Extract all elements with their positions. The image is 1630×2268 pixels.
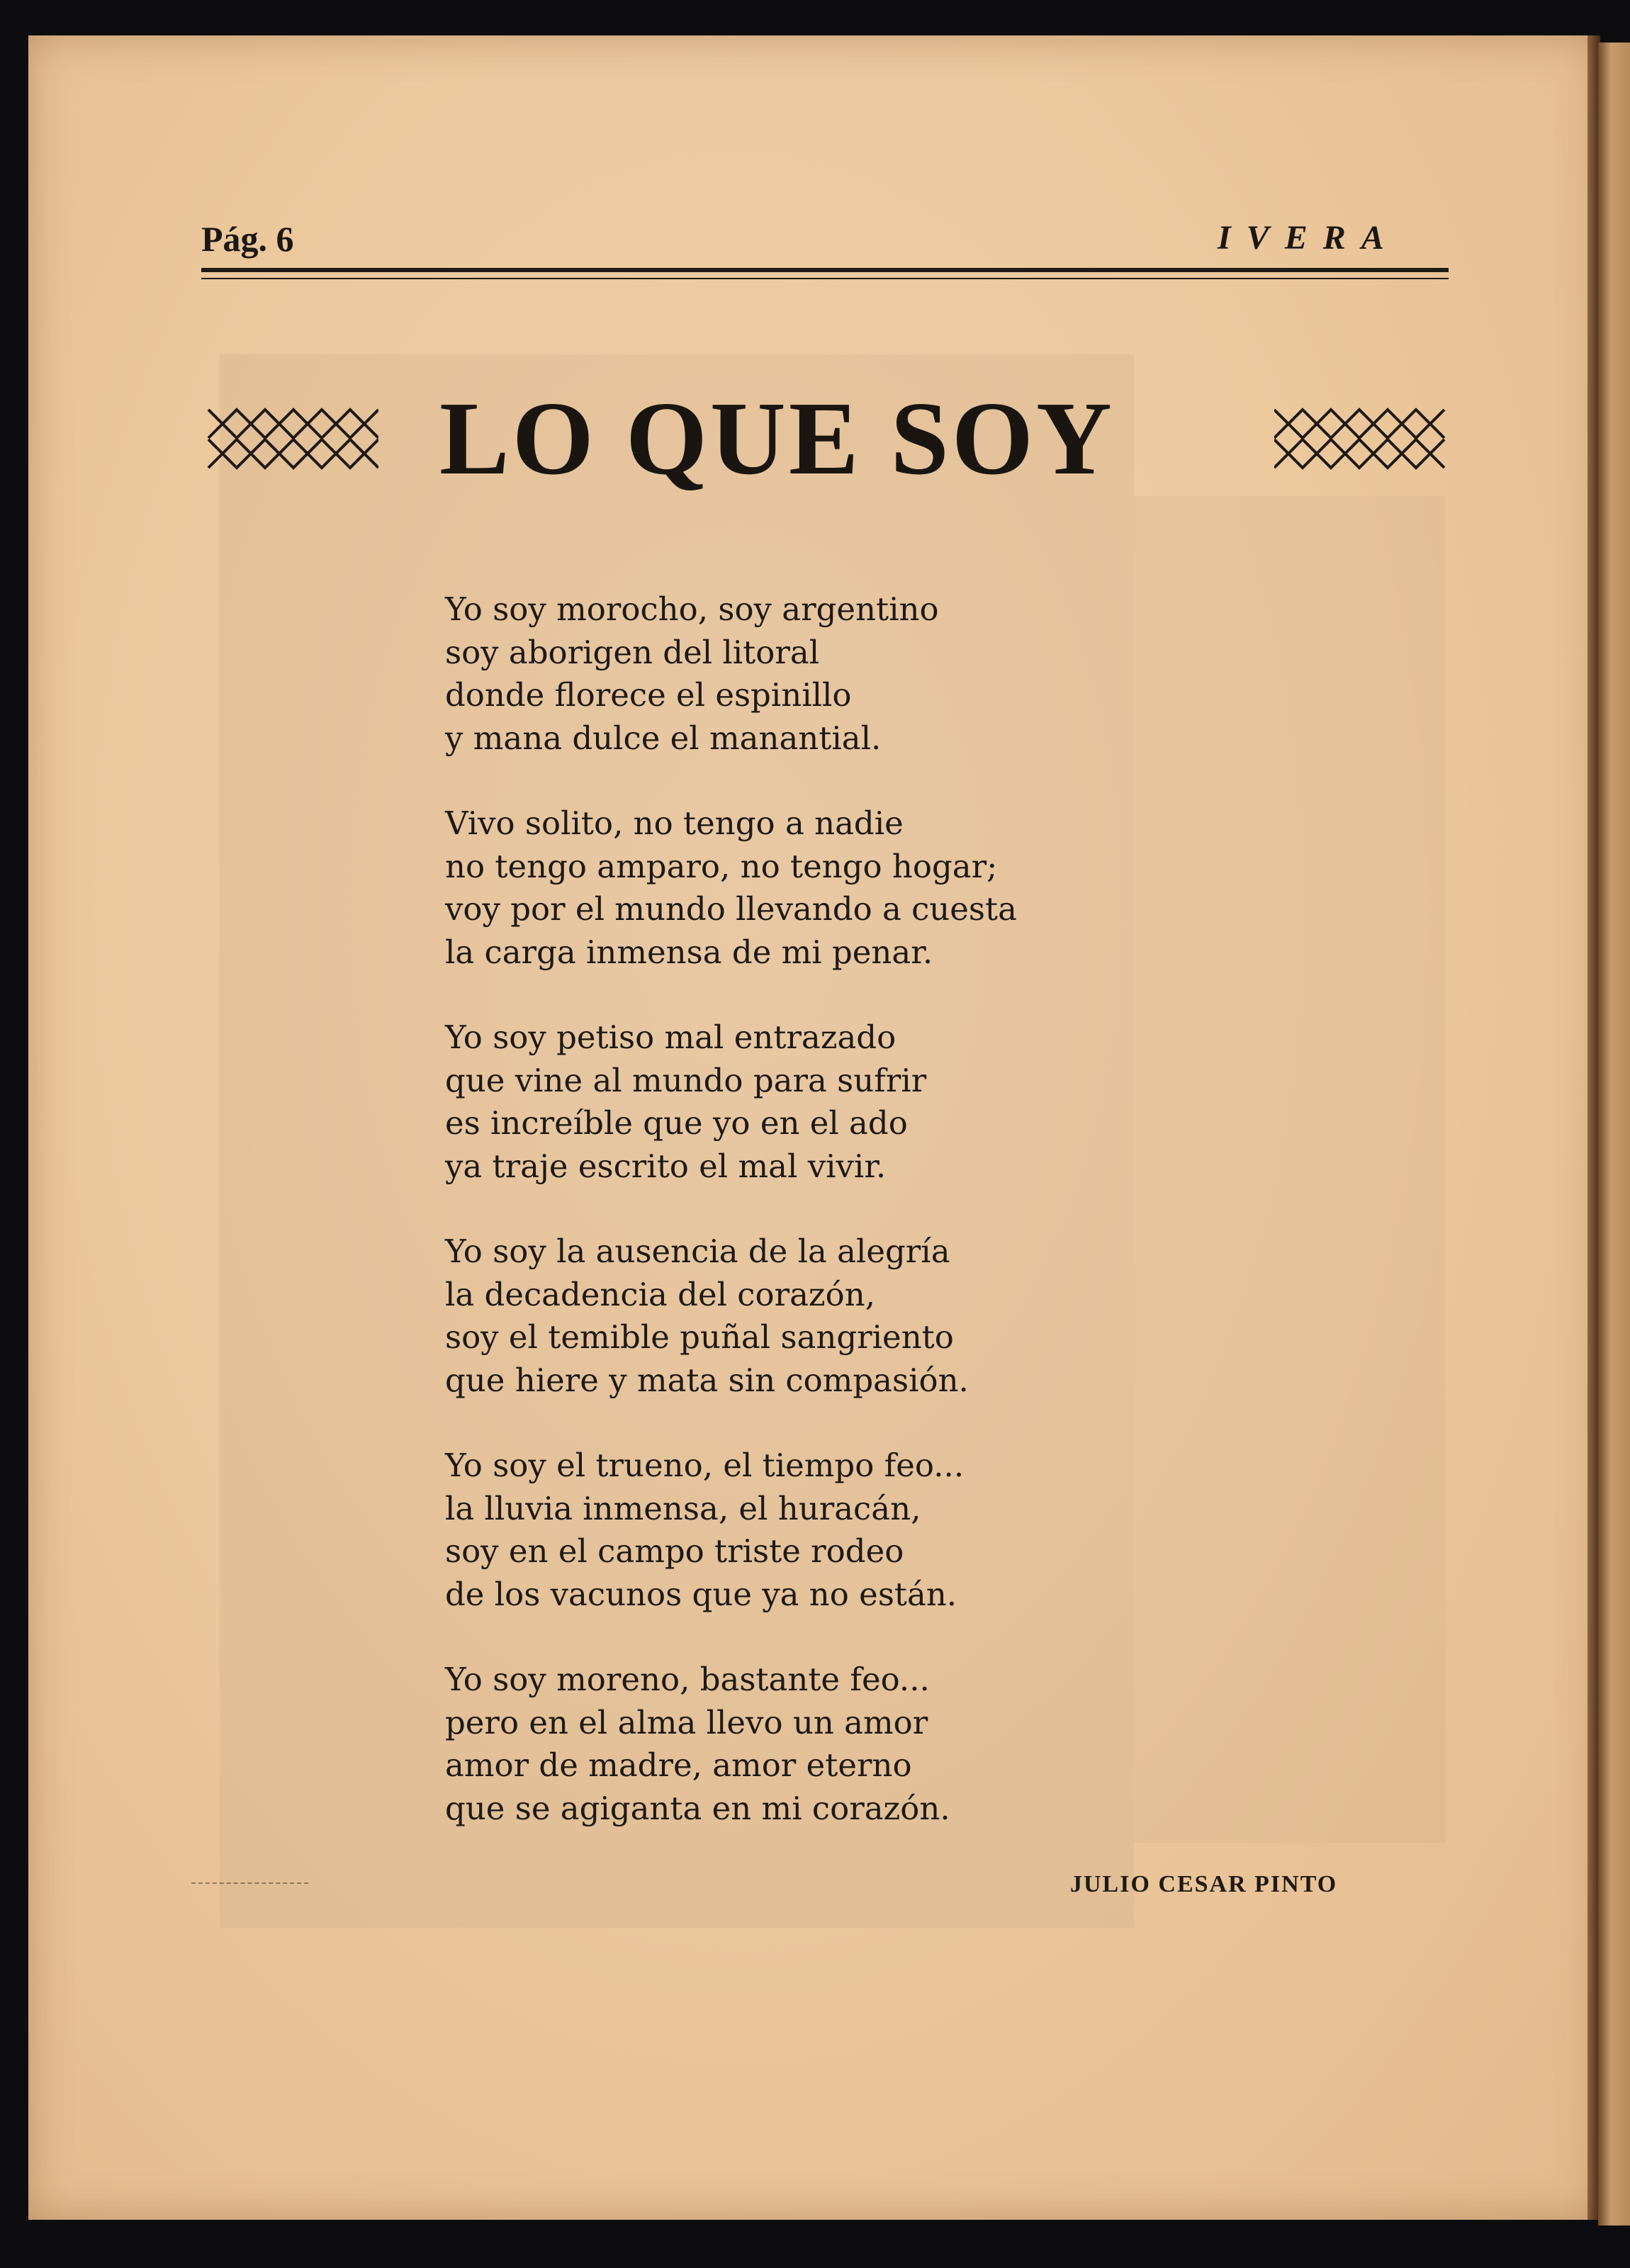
poem-line: soy el temible puñal sangriento [445, 1318, 954, 1356]
poem-line: soy en el campo triste rodeo [445, 1532, 904, 1570]
stanza [445, 1016, 1017, 1188]
header-rule-thin [201, 278, 1449, 279]
stanza [445, 1230, 1017, 1402]
bleed-through-shadow [1134, 496, 1446, 1843]
poem-line: Yo soy petiso mal entrazado [445, 1018, 896, 1056]
magazine-name: IVERA [1218, 219, 1400, 257]
divider [191, 1882, 308, 1884]
poem-line: donde florece el espinillo [445, 676, 852, 714]
poem-line: voy por el mundo llevando a cuesta [445, 890, 1017, 928]
page-number: Pág. 6 [201, 219, 294, 259]
poem-line: es increíble que yo en el ado [445, 1104, 908, 1142]
author-signature: JULIO CESAR PINTO [1070, 1871, 1338, 1897]
poem-line: Vivo solito, no tengo a nadie [445, 804, 904, 842]
poem-line: Yo soy morocho, soy argentino [445, 590, 939, 628]
poem-line: que hiere y mata sin compasión. [445, 1361, 969, 1399]
next-page-edge [1598, 43, 1630, 2225]
x-chain-ornament-icon [1274, 395, 1451, 481]
poem-line: ya traje escrito el mal vivir. [445, 1147, 887, 1185]
poem-line: y mana dulce el manantial. [445, 719, 882, 757]
poem-line: que se agiganta en mi corazón. [445, 1789, 950, 1827]
poem-line: Yo soy el trueno, el tiempo feo... [445, 1447, 965, 1484]
poem-line: la decadencia del corazón, [445, 1275, 875, 1313]
poem-line: que vine al mundo para sufrir [445, 1061, 927, 1099]
poem-line: de los vacunos que ya no están. [445, 1575, 957, 1613]
poem-line: soy aborigen del litoral [445, 633, 820, 671]
stanza [445, 588, 1017, 760]
poem-line: Yo soy moreno, bastante feo... [445, 1661, 930, 1698]
poem-line: amor de madre, amor eterno [445, 1746, 912, 1784]
poem-line: pero en el alma llevo un amor [445, 1703, 928, 1741]
poem-body [445, 588, 1017, 1873]
poem-line: la lluvia inmensa, el huracán, [445, 1489, 921, 1527]
poem-line: no tengo amparo, no tengo hogar; [445, 847, 998, 885]
poem-title: LO QUE SOY [439, 381, 1115, 497]
poem-line: Yo soy la ausencia de la alegría [445, 1233, 950, 1270]
stanza [445, 1658, 1017, 1830]
header-rule [201, 268, 1449, 272]
x-chain-ornament-icon [201, 395, 378, 481]
stanza [445, 1444, 1017, 1616]
poem-line: la carga inmensa de mi penar. [445, 933, 933, 971]
stanza [445, 802, 1017, 974]
